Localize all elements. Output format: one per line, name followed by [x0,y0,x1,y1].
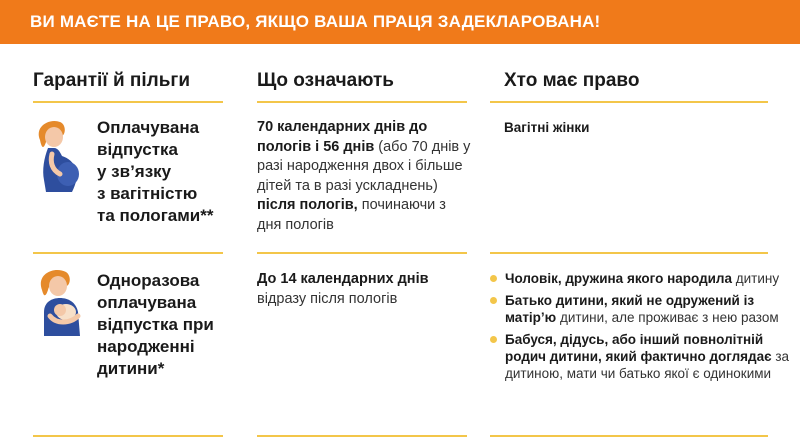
row1-description: 70 календарних днів до пологів і 56 днів (або 70 днів у разі народження двох і більше дітей та в разі ускладнень) після пологів, починаючи з дня пологів [257,119,471,233]
list-item: Бабуся, дідусь, або інший повнолітній родич дитини, який фактично доглядає за дитиною, мати чи батько якої є одинокими [490,331,790,382]
column-header-guarantees: Гарантії й пільги [33,70,191,91]
list-item: Батько дитини, який не одружений із матір’ю дитини, але проживає з нею разом [490,292,790,326]
header-banner [0,0,800,44]
row1-title: Оплачувана відпустка у зв’язку з вагітністю та пологами** [97,118,214,225]
column-header-meaning: Що означають [257,70,394,91]
row2-title: Одноразова оплачувана відпустка при народженні дитини* [97,271,214,378]
row1-eligibility: Вагітні жінки [504,120,590,135]
pregnant-woman-icon [32,118,88,194]
row2-eligibility-list [490,270,790,387]
row2-divider-3 [490,435,768,437]
bullet-dot-icon [490,297,497,304]
header-divider-1 [33,101,223,103]
list-item: Чоловік, дружина якого народила дитину [490,270,790,287]
row2-divider-1 [33,435,223,437]
row1-divider-1 [33,252,223,254]
column-header-eligibility: Хто має право [504,70,640,91]
row2-divider-2 [257,435,467,437]
row1-divider-2 [257,252,467,254]
row2-description: До 14 календарних днів відразу після пологів [257,271,429,307]
row1-divider-3 [490,252,768,254]
header-divider-3 [490,101,768,103]
bullet-dot-icon [490,275,497,282]
header-divider-2 [257,101,467,103]
mother-with-baby-icon [36,268,88,336]
bullet-dot-icon [490,336,497,343]
banner-title: ВИ МАЄТЕ НА ЦЕ ПРАВО, ЯКЩО ВАША ПРАЦЯ ЗАДЕКЛАРОВАНА! [30,12,601,31]
